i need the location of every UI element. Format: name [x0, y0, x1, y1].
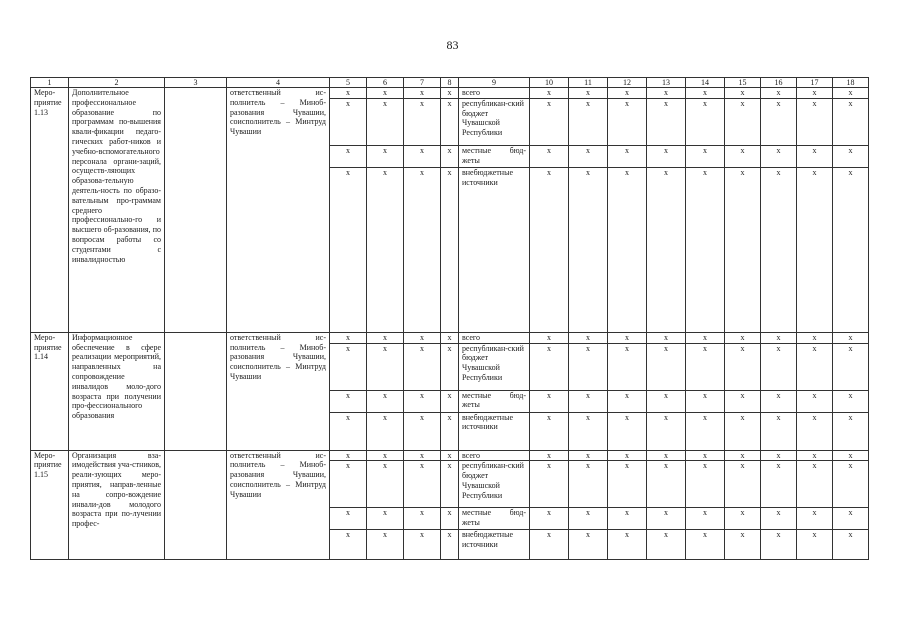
- x-mark: x: [725, 530, 761, 560]
- x-mark: x: [833, 145, 869, 167]
- x-mark: x: [330, 167, 367, 332]
- column-number: 8: [441, 78, 459, 88]
- x-mark: x: [797, 332, 833, 343]
- activity-executor: ответственный ис-полнитель – Миноб-разования Чувашии, соисполнитель – Минтруд Чувашии: [227, 450, 330, 560]
- x-mark: x: [530, 530, 569, 560]
- x-mark: x: [330, 145, 367, 167]
- x-mark: x: [761, 508, 797, 530]
- x-mark: x: [330, 412, 367, 450]
- x-mark: x: [367, 461, 404, 508]
- x-mark: x: [404, 530, 441, 560]
- x-mark: x: [761, 332, 797, 343]
- x-mark: x: [608, 530, 647, 560]
- x-mark: x: [761, 450, 797, 461]
- column-number: 15: [725, 78, 761, 88]
- x-mark: x: [797, 390, 833, 412]
- x-mark: x: [441, 508, 459, 530]
- x-mark: x: [647, 145, 686, 167]
- x-mark: x: [725, 332, 761, 343]
- column-number: 12: [608, 78, 647, 88]
- x-mark: x: [441, 332, 459, 343]
- x-mark: x: [725, 461, 761, 508]
- x-mark: x: [367, 530, 404, 560]
- column-number: 4: [227, 78, 330, 88]
- x-mark: x: [569, 412, 608, 450]
- x-mark: x: [530, 167, 569, 332]
- x-mark: x: [330, 530, 367, 560]
- x-mark: x: [530, 98, 569, 145]
- x-mark: x: [367, 332, 404, 343]
- column-number: 5: [330, 78, 367, 88]
- x-mark: x: [797, 530, 833, 560]
- x-mark: x: [569, 88, 608, 99]
- x-mark: x: [725, 390, 761, 412]
- x-mark: x: [330, 98, 367, 145]
- x-mark: x: [797, 412, 833, 450]
- funding-source: внебюджетные источники: [459, 412, 530, 450]
- x-mark: x: [441, 412, 459, 450]
- x-mark: x: [686, 343, 725, 390]
- x-mark: x: [608, 332, 647, 343]
- x-mark: x: [647, 88, 686, 99]
- x-mark: x: [330, 450, 367, 461]
- x-mark: x: [569, 98, 608, 145]
- x-mark: x: [530, 145, 569, 167]
- x-mark: x: [608, 343, 647, 390]
- x-mark: x: [569, 530, 608, 560]
- x-mark: x: [761, 390, 797, 412]
- x-mark: x: [725, 98, 761, 145]
- funding-source: местные бюд-жеты: [459, 145, 530, 167]
- x-mark: x: [404, 88, 441, 99]
- x-mark: x: [367, 98, 404, 145]
- x-mark: x: [686, 530, 725, 560]
- funding-source: всего: [459, 88, 530, 99]
- x-mark: x: [530, 412, 569, 450]
- x-mark: x: [569, 461, 608, 508]
- x-mark: x: [833, 343, 869, 390]
- program-table: [30, 77, 869, 560]
- column-number: 11: [569, 78, 608, 88]
- x-mark: x: [647, 450, 686, 461]
- x-mark: x: [686, 145, 725, 167]
- x-mark: x: [367, 390, 404, 412]
- activity-name: Дополнительное профессиональное образование по программам по-вышения квали-фикации педаго-гических работ-ников и учебно-вспомогательного персонала органи-заций, осуществ-ляющих образова-тельную деятель-ность по образо-вательным про-граммам среднего профессионально-го и высшего об-разования, по вопросам работы со студентами с инвалидностью: [69, 88, 165, 333]
- activity-result: [165, 88, 227, 333]
- funding-source: республикан-ский бюджет Чувашской Республики: [459, 98, 530, 145]
- x-mark: x: [404, 167, 441, 332]
- funding-source: местные бюд-жеты: [459, 390, 530, 412]
- column-number: 2: [69, 78, 165, 88]
- x-mark: x: [367, 412, 404, 450]
- activity-row: [31, 450, 869, 461]
- column-number-row: [31, 78, 869, 88]
- column-number: 1: [31, 78, 69, 88]
- x-mark: x: [441, 530, 459, 560]
- x-mark: x: [797, 145, 833, 167]
- x-mark: x: [404, 332, 441, 343]
- x-mark: x: [367, 450, 404, 461]
- x-mark: x: [569, 167, 608, 332]
- x-mark: x: [797, 508, 833, 530]
- x-mark: x: [608, 390, 647, 412]
- column-number: 7: [404, 78, 441, 88]
- x-mark: x: [761, 412, 797, 450]
- x-mark: x: [441, 390, 459, 412]
- x-mark: x: [530, 461, 569, 508]
- x-mark: x: [725, 145, 761, 167]
- x-mark: x: [441, 343, 459, 390]
- x-mark: x: [647, 461, 686, 508]
- x-mark: x: [686, 508, 725, 530]
- x-mark: x: [833, 332, 869, 343]
- x-mark: x: [833, 167, 869, 332]
- x-mark: x: [797, 88, 833, 99]
- x-mark: x: [761, 343, 797, 390]
- activity-name: Информационное обеспечение в сфере реализации мероприятий, направленных на сопровождение инвалидов моло-дого возраста при получении про-фессионального образования: [69, 332, 165, 450]
- x-mark: x: [686, 390, 725, 412]
- x-mark: x: [686, 98, 725, 145]
- x-mark: x: [404, 508, 441, 530]
- x-mark: x: [647, 530, 686, 560]
- x-mark: x: [761, 145, 797, 167]
- x-mark: x: [833, 508, 869, 530]
- x-mark: x: [367, 167, 404, 332]
- x-mark: x: [686, 461, 725, 508]
- x-mark: x: [608, 145, 647, 167]
- funding-source: внебюджетные источники: [459, 530, 530, 560]
- x-mark: x: [330, 332, 367, 343]
- x-mark: x: [725, 88, 761, 99]
- x-mark: x: [404, 450, 441, 461]
- x-mark: x: [569, 390, 608, 412]
- x-mark: x: [608, 167, 647, 332]
- x-mark: x: [569, 450, 608, 461]
- x-mark: x: [725, 508, 761, 530]
- x-mark: x: [761, 461, 797, 508]
- x-mark: x: [833, 98, 869, 145]
- x-mark: x: [530, 343, 569, 390]
- x-mark: x: [725, 412, 761, 450]
- x-mark: x: [367, 508, 404, 530]
- x-mark: x: [647, 508, 686, 530]
- funding-source: всего: [459, 332, 530, 343]
- x-mark: x: [761, 530, 797, 560]
- funding-source: республикан-ский бюджет Чувашской Республики: [459, 461, 530, 508]
- x-mark: x: [797, 167, 833, 332]
- x-mark: x: [569, 508, 608, 530]
- x-mark: x: [330, 390, 367, 412]
- x-mark: x: [530, 332, 569, 343]
- x-mark: x: [797, 461, 833, 508]
- x-mark: x: [647, 167, 686, 332]
- funding-source: местные бюд-жеты: [459, 508, 530, 530]
- x-mark: x: [530, 450, 569, 461]
- x-mark: x: [686, 167, 725, 332]
- page-number: 83: [446, 38, 459, 52]
- x-mark: x: [367, 88, 404, 99]
- activity-row: [31, 332, 869, 343]
- column-number: 10: [530, 78, 569, 88]
- x-mark: x: [833, 412, 869, 450]
- x-mark: x: [441, 461, 459, 508]
- x-mark: x: [569, 343, 608, 390]
- x-mark: x: [833, 390, 869, 412]
- x-mark: x: [404, 343, 441, 390]
- activity-code: Меро-приятие 1.13: [31, 88, 69, 333]
- column-number: 17: [797, 78, 833, 88]
- funding-source: республикан-ский бюджет Чувашской Республики: [459, 343, 530, 390]
- x-mark: x: [686, 450, 725, 461]
- x-mark: x: [797, 98, 833, 145]
- x-mark: x: [833, 530, 869, 560]
- x-mark: x: [833, 461, 869, 508]
- x-mark: x: [441, 450, 459, 461]
- x-mark: x: [404, 412, 441, 450]
- x-mark: x: [441, 167, 459, 332]
- x-mark: x: [330, 461, 367, 508]
- x-mark: x: [608, 508, 647, 530]
- funding-source: всего: [459, 450, 530, 461]
- x-mark: x: [725, 450, 761, 461]
- column-number: 18: [833, 78, 869, 88]
- activity-code: Меро-приятие 1.14: [31, 332, 69, 450]
- x-mark: x: [833, 88, 869, 99]
- activity-executor: ответственный ис-полнитель – Миноб-разования Чувашии, соисполнитель – Минтруд Чувашии: [227, 88, 330, 333]
- x-mark: x: [569, 332, 608, 343]
- x-mark: x: [608, 412, 647, 450]
- x-mark: x: [647, 390, 686, 412]
- x-mark: x: [530, 88, 569, 99]
- x-mark: x: [441, 145, 459, 167]
- x-mark: x: [725, 343, 761, 390]
- x-mark: x: [833, 450, 869, 461]
- x-mark: x: [404, 98, 441, 145]
- x-mark: x: [725, 167, 761, 332]
- column-number: 6: [367, 78, 404, 88]
- x-mark: x: [761, 88, 797, 99]
- activity-row: [31, 88, 869, 99]
- x-mark: x: [608, 461, 647, 508]
- x-mark: x: [686, 88, 725, 99]
- x-mark: x: [404, 390, 441, 412]
- x-mark: x: [608, 450, 647, 461]
- x-mark: x: [569, 145, 608, 167]
- x-mark: x: [797, 450, 833, 461]
- x-mark: x: [330, 343, 367, 390]
- x-mark: x: [761, 98, 797, 145]
- column-number: 13: [647, 78, 686, 88]
- x-mark: x: [686, 412, 725, 450]
- funding-source: внебюджетные источники: [459, 167, 530, 332]
- x-mark: x: [330, 88, 367, 99]
- x-mark: x: [647, 332, 686, 343]
- column-number: 9: [459, 78, 530, 88]
- x-mark: x: [647, 412, 686, 450]
- x-mark: x: [686, 332, 725, 343]
- x-mark: x: [647, 343, 686, 390]
- x-mark: x: [530, 390, 569, 412]
- x-mark: x: [367, 145, 404, 167]
- x-mark: x: [797, 343, 833, 390]
- x-mark: x: [530, 508, 569, 530]
- x-mark: x: [367, 343, 404, 390]
- x-mark: x: [608, 98, 647, 145]
- x-mark: x: [608, 88, 647, 99]
- activity-code: Меро-приятие 1.15: [31, 450, 69, 560]
- column-number: 3: [165, 78, 227, 88]
- activity-executor: ответственный ис-полнитель – Миноб-разования Чувашии, соисполнитель – Минтруд Чувашии: [227, 332, 330, 450]
- x-mark: x: [330, 508, 367, 530]
- activity-result: [165, 450, 227, 560]
- x-mark: x: [404, 145, 441, 167]
- column-number: 14: [686, 78, 725, 88]
- activity-result: [165, 332, 227, 450]
- x-mark: x: [404, 461, 441, 508]
- activity-name: Организация вза-имодействия уча-стников, реали-зующих меро-приятия, направ-ленные на сопро-вождение инвали-дов молодого возраста при по-лучении профес-: [69, 450, 165, 560]
- x-mark: x: [441, 88, 459, 99]
- x-mark: x: [441, 98, 459, 145]
- column-number: 16: [761, 78, 797, 88]
- x-mark: x: [761, 167, 797, 332]
- x-mark: x: [647, 98, 686, 145]
